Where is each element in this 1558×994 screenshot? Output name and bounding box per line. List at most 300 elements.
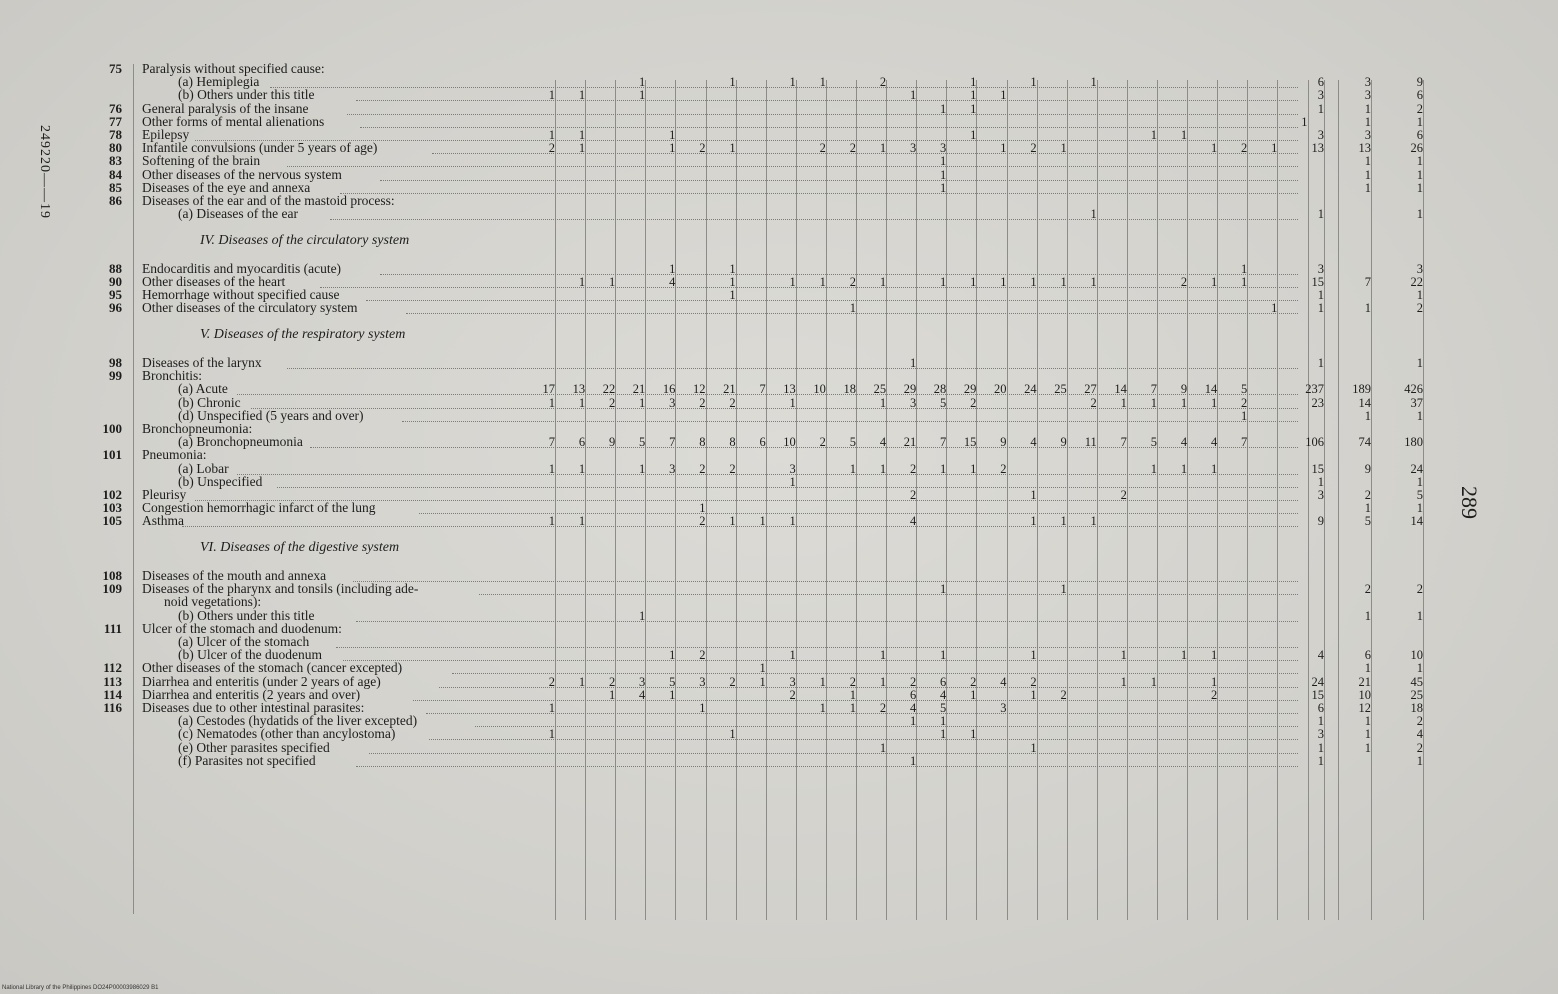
count-cell: 2 <box>909 461 917 476</box>
count-cell: 1 <box>548 395 555 410</box>
count-cell: 17 <box>542 382 555 397</box>
row-number: 109 <box>102 581 122 597</box>
cause-label: Asthma <box>142 513 184 529</box>
total-cell: 1 <box>1364 408 1371 423</box>
count-cell: 1 <box>909 356 917 370</box>
count-cell: 1 <box>1060 514 1067 529</box>
total-cell: 2 <box>1416 582 1423 597</box>
count-cell: 1 <box>789 474 796 489</box>
count-cell: 3 <box>699 674 706 689</box>
count-cell: 1 <box>759 674 766 689</box>
count-cell: 1 <box>639 75 646 90</box>
count-cell: 1 <box>639 608 646 623</box>
row-number: 116 <box>103 700 122 715</box>
count-cell: 1 <box>1030 75 1037 90</box>
total-cell: 1 <box>1317 356 1324 370</box>
count-cell: 20 <box>994 382 1007 397</box>
total-cell: 15 <box>1311 275 1324 289</box>
count-cell: 2 <box>909 674 917 689</box>
count-cell: 1 <box>970 88 977 103</box>
count-cell: 3 <box>669 395 676 410</box>
total-cell: 22 <box>1410 275 1423 289</box>
cause-label: Other diseases of the circulatory system <box>142 300 358 316</box>
count-cell: 1 <box>970 687 977 702</box>
count-cell: 1 <box>729 727 736 742</box>
cause-label: Bronchitis: <box>142 368 202 384</box>
total-cell: 24 <box>1410 461 1423 476</box>
count-cell: 1 <box>1150 395 1157 410</box>
count-cell: 1 <box>1210 395 1218 410</box>
count-cell: 1 <box>1241 275 1248 289</box>
count-cell: 10 <box>783 435 796 450</box>
count-cell: 16 <box>662 382 676 397</box>
count-cell: 2 <box>1241 141 1248 156</box>
total-cell: 1 <box>1364 714 1371 729</box>
count-cell: 1 <box>1180 128 1188 142</box>
count-cell: 1 <box>1210 141 1218 156</box>
row-number: 111 <box>103 620 122 636</box>
count-cell: 7 <box>940 435 947 450</box>
count-cell: 2 <box>849 275 856 289</box>
total-cell: 1 <box>1416 154 1423 169</box>
count-cell: 1 <box>849 687 856 702</box>
count-cell: 1 <box>1030 488 1037 502</box>
count-cell: 4 <box>1000 674 1007 689</box>
total-cell: 237 <box>1305 382 1324 397</box>
section-heading: V. Diseases of the respiratory system <box>200 327 406 342</box>
count-cell: 1 <box>909 714 917 729</box>
table-row <box>0 514 1558 528</box>
count-cell: 21 <box>903 435 917 450</box>
count-cell: 2 <box>1030 141 1037 156</box>
count-cell: 10 <box>813 382 826 397</box>
cause-label: Paralysis without specified cause: <box>142 61 325 76</box>
count-cell: 2 <box>819 141 826 156</box>
total-cell: 1 <box>1416 288 1423 303</box>
total-cell: 1 <box>1317 740 1324 755</box>
count-cell: 1 <box>1301 114 1308 129</box>
row-number: 86 <box>109 193 122 208</box>
total-cell: 2 <box>1364 582 1371 597</box>
total-cell: 6 <box>1317 701 1324 715</box>
count-cell: 2 <box>1180 275 1188 289</box>
count-cell: 1 <box>669 141 676 156</box>
cause-label: Epilepsy <box>142 127 190 142</box>
cause-label: Diseases of the eye and annexa <box>142 179 311 195</box>
count-cell: 2 <box>819 435 826 450</box>
table-row <box>0 369 1558 383</box>
count-cell: 1 <box>879 141 887 156</box>
table-row <box>0 501 1558 515</box>
section-heading: VI. Diseases of the digestive system <box>200 540 400 555</box>
count-cell: 2 <box>608 395 616 410</box>
total-cell: 25 <box>1410 687 1423 702</box>
count-cell: 1 <box>548 461 555 476</box>
count-cell: 1 <box>940 101 947 116</box>
count-cell: 1 <box>1210 275 1218 289</box>
count-cell: 3 <box>789 461 796 476</box>
row-number: 84 <box>109 166 122 182</box>
table-row <box>0 475 1558 489</box>
cause-label: (a) Diseases of the ear <box>178 206 298 222</box>
cause-label: noid vegetations): <box>164 594 262 610</box>
count-cell: 14 <box>1204 382 1218 397</box>
total-cell: 1 <box>1364 167 1371 182</box>
table-row <box>0 301 1558 315</box>
count-cell: 1 <box>578 88 586 103</box>
count-cell: 1 <box>639 461 646 476</box>
total-cell: 1 <box>1364 301 1371 316</box>
count-cell: 1 <box>1090 275 1097 289</box>
total-cell: 24 <box>1311 674 1324 689</box>
total-cell: 189 <box>1352 382 1371 397</box>
total-cell: 1 <box>1364 101 1371 116</box>
cause-label: Pleurisy <box>142 487 187 502</box>
count-cell: 1 <box>639 88 646 103</box>
count-cell: 2 <box>970 395 977 410</box>
cause-label: Diseases of the larynx <box>142 355 262 370</box>
count-cell: 1 <box>1000 275 1007 289</box>
cause-label: Endocarditis and myocarditis (acute) <box>142 260 342 276</box>
row-number: 103 <box>102 500 122 516</box>
total-cell: 1 <box>1317 207 1324 222</box>
cause-label: (b) Others under this title <box>178 607 315 623</box>
count-cell: 1 <box>608 275 616 289</box>
count-cell: 1 <box>1150 461 1157 476</box>
count-cell: 1 <box>1060 141 1067 156</box>
count-cell: 1 <box>940 275 947 289</box>
count-cell: 15 <box>963 435 977 450</box>
count-cell: 2 <box>879 75 887 90</box>
count-cell: 7 <box>669 435 676 450</box>
count-cell: 1 <box>729 288 736 303</box>
count-cell: 5 <box>1241 382 1248 397</box>
cause-label: Diseases of the pharynx and tonsils (including ade- <box>142 581 419 597</box>
count-cell: 1 <box>1241 408 1248 423</box>
cause-label: Diseases due to other intestinal parasites: <box>142 700 365 715</box>
row-number: 85 <box>109 179 122 195</box>
count-cell: 1 <box>940 180 947 195</box>
count-cell: 6 <box>909 687 917 702</box>
table-row <box>0 356 1558 370</box>
total-cell: 3 <box>1317 128 1324 142</box>
count-cell: 1 <box>970 275 977 289</box>
cause-label: Ulcer of the stomach and duodenum: <box>142 620 342 636</box>
count-cell: 1 <box>909 753 917 768</box>
count-cell: 1 <box>849 301 856 316</box>
total-cell: 1 <box>1416 180 1423 195</box>
count-cell: 1 <box>1210 674 1218 689</box>
leader-dots <box>330 218 1298 220</box>
library-credit: National Library of the Philippines DO24P00003986029 B1 <box>2 985 159 991</box>
count-cell: 29 <box>963 382 977 397</box>
count-cell: 25 <box>873 382 887 397</box>
count-cell: 1 <box>1030 648 1037 663</box>
count-cell: 18 <box>843 382 856 397</box>
cause-label: Pneumonia: <box>142 447 207 463</box>
count-cell: 1 <box>940 714 947 729</box>
total-cell: 6 <box>1317 75 1324 90</box>
count-cell: 9 <box>608 435 616 450</box>
cause-label: (e) Other parasites specified <box>178 739 330 755</box>
total-cell: 3 <box>1317 488 1324 502</box>
count-cell: 4 <box>639 687 646 702</box>
row-number: 95 <box>109 287 122 303</box>
count-cell: 2 <box>608 674 616 689</box>
cause-label: Diseases of the ear and of the mastoid process: <box>142 193 395 208</box>
row-number: 76 <box>109 100 122 116</box>
count-cell: 2 <box>879 701 887 715</box>
count-cell: 28 <box>933 382 947 397</box>
count-cell: 1 <box>578 514 586 529</box>
cause-label: Other diseases of the heart <box>142 274 286 289</box>
count-cell: 1 <box>699 701 706 715</box>
total-cell: 426 <box>1404 382 1423 397</box>
count-cell: 2 <box>699 141 706 156</box>
count-cell: 24 <box>1024 382 1037 397</box>
count-cell: 1 <box>849 461 856 476</box>
count-cell: 22 <box>602 382 616 397</box>
total-cell: 1 <box>1416 474 1423 489</box>
count-cell: 3 <box>909 395 917 410</box>
cause-label: Diarrhea and enteritis (under 2 years of age) <box>142 673 381 689</box>
count-cell: 1 <box>789 395 796 410</box>
total-cell: 18 <box>1410 701 1423 715</box>
count-cell: 9 <box>1000 435 1007 450</box>
count-cell: 13 <box>572 382 586 397</box>
count-cell: 1 <box>819 275 826 289</box>
row-number: 80 <box>109 140 122 156</box>
count-cell: 1 <box>879 740 887 755</box>
count-cell: 1 <box>879 674 887 689</box>
count-cell: 2 <box>1210 687 1218 702</box>
count-cell: 1 <box>1271 301 1278 316</box>
count-cell: 4 <box>879 435 887 450</box>
total-cell: 2 <box>1364 488 1371 502</box>
count-cell: 1 <box>970 75 977 90</box>
count-cell: 1 <box>548 727 555 742</box>
cause-label: Diseases of the mouth and annexa <box>142 568 327 583</box>
total-cell: 5 <box>1416 488 1423 502</box>
count-cell: 1 <box>879 395 887 410</box>
total-cell: 1 <box>1416 167 1423 182</box>
count-cell: 1 <box>578 141 586 156</box>
total-cell: 3 <box>1364 75 1371 90</box>
cause-label: (a) Lobar <box>178 460 229 476</box>
count-cell: 1 <box>819 75 826 90</box>
count-cell: 1 <box>1090 514 1097 529</box>
count-cell: 1 <box>849 701 856 715</box>
total-cell: 10 <box>1410 648 1423 663</box>
total-cell: 23 <box>1311 395 1324 410</box>
count-cell: 7 <box>548 435 555 450</box>
count-cell: 1 <box>1241 261 1248 276</box>
count-cell: 1 <box>729 141 736 156</box>
cause-label: Softening of the brain <box>142 153 261 169</box>
total-cell: 7 <box>1364 275 1371 289</box>
total-cell: 26 <box>1410 141 1423 156</box>
total-cell: 3 <box>1317 727 1324 742</box>
count-cell: 11 <box>1084 435 1097 450</box>
leader-dots <box>356 765 1298 767</box>
total-cell: 6 <box>1416 128 1423 142</box>
count-cell: 1 <box>1090 75 1097 90</box>
count-cell: 5 <box>940 395 947 410</box>
count-cell: 2 <box>699 648 706 663</box>
row-number: 114 <box>103 686 122 702</box>
total-cell: 1 <box>1364 501 1371 516</box>
total-cell: 9 <box>1364 461 1371 476</box>
count-cell: 1 <box>879 461 887 476</box>
total-cell: 1 <box>1364 608 1371 623</box>
count-cell: 1 <box>819 701 826 715</box>
cause-label: Congestion hemorrhagic infarct of the lung <box>142 500 376 516</box>
count-cell: 2 <box>548 141 555 156</box>
row-number: 83 <box>109 153 122 169</box>
cause-label: Hemorrhage without specified cause <box>142 287 340 303</box>
count-cell: 3 <box>669 461 676 476</box>
count-cell: 21 <box>723 382 736 397</box>
cause-label: General paralysis of the insane <box>142 100 309 116</box>
count-cell: 3 <box>639 674 646 689</box>
total-cell: 1 <box>1416 501 1423 516</box>
total-cell: 3 <box>1416 261 1423 276</box>
total-cell: 6 <box>1364 648 1371 663</box>
table-row <box>0 754 1558 768</box>
count-cell: 1 <box>940 167 947 182</box>
count-cell: 1 <box>699 501 706 516</box>
count-cell: 2 <box>1241 395 1248 410</box>
total-cell: 45 <box>1410 674 1423 689</box>
count-cell: 3 <box>909 141 917 156</box>
total-cell: 2 <box>1416 101 1423 116</box>
count-cell: 5 <box>1150 435 1157 450</box>
cause-label: (c) Nematodes (other than ancylostoma) <box>178 726 396 742</box>
cause-label: (d) Unspecified (5 years and over) <box>178 407 364 423</box>
count-cell: 2 <box>970 674 977 689</box>
row-number: 113 <box>103 673 122 689</box>
count-cell: 1 <box>1120 674 1127 689</box>
count-cell: 27 <box>1084 382 1097 397</box>
count-cell: 2 <box>1060 687 1067 702</box>
count-cell: 5 <box>940 701 947 715</box>
cause-label: Diarrhea and enteritis (2 years and over) <box>142 686 361 702</box>
table-row <box>0 207 1558 221</box>
total-cell: 1 <box>1317 288 1324 303</box>
count-cell: 2 <box>548 674 555 689</box>
total-cell: 1 <box>1364 114 1371 129</box>
total-cell: 6 <box>1416 88 1423 103</box>
count-cell: 2 <box>729 461 736 476</box>
total-cell: 1 <box>1364 740 1371 755</box>
count-cell: 5 <box>639 435 646 450</box>
count-cell: 7 <box>1150 382 1157 397</box>
count-cell: 2 <box>699 514 706 529</box>
count-cell: 4 <box>1210 435 1218 450</box>
count-cell: 14 <box>1114 382 1127 397</box>
count-cell: 9 <box>1060 435 1067 450</box>
total-cell: 14 <box>1410 514 1423 529</box>
row-number: 90 <box>109 274 122 289</box>
total-cell: 1 <box>1416 408 1423 423</box>
total-cell: 1 <box>1416 608 1423 623</box>
count-cell: 1 <box>819 674 826 689</box>
cause-label: (b) Others under this title <box>178 87 315 103</box>
count-cell: 7 <box>1241 435 1248 450</box>
cause-label: Bronchopneumonia: <box>142 421 253 436</box>
count-cell: 4 <box>669 275 676 289</box>
count-cell: 1 <box>879 275 887 289</box>
count-cell: 1 <box>669 687 676 702</box>
count-cell: 1 <box>879 648 887 663</box>
count-cell: 1 <box>1120 395 1127 410</box>
count-cell: 2 <box>729 674 736 689</box>
count-cell: 7 <box>1120 435 1127 450</box>
row-number: 102 <box>102 487 122 502</box>
row-number: 96 <box>109 300 122 316</box>
count-cell: 8 <box>729 435 736 450</box>
count-cell: 1 <box>1030 687 1037 702</box>
count-cell: 1 <box>1180 648 1188 663</box>
count-cell: 8 <box>699 435 706 450</box>
total-cell: 106 <box>1305 435 1324 450</box>
total-cell: 1 <box>1317 101 1324 116</box>
total-cell: 1 <box>1364 154 1371 169</box>
total-cell: 1 <box>1317 714 1324 729</box>
total-cell: 2 <box>1416 740 1423 755</box>
count-cell: 1 <box>548 701 555 715</box>
count-cell: 2 <box>789 687 796 702</box>
row-number: 101 <box>102 447 122 463</box>
count-cell: 1 <box>548 88 555 103</box>
count-cell: 1 <box>940 154 947 169</box>
count-cell: 2 <box>1030 674 1037 689</box>
total-cell: 13 <box>1311 141 1324 156</box>
count-cell: 5 <box>849 435 856 450</box>
section-heading: IV. Diseases of the circulatory system <box>200 232 410 248</box>
total-cell: 14 <box>1358 395 1371 410</box>
count-cell: 1 <box>729 275 736 289</box>
total-cell: 15 <box>1311 461 1324 476</box>
count-cell: 1 <box>1180 395 1188 410</box>
table-row <box>0 435 1558 449</box>
count-cell: 1 <box>1150 128 1157 142</box>
count-cell: 1 <box>789 648 796 663</box>
total-cell: 3 <box>1364 88 1371 103</box>
count-cell: 1 <box>1210 461 1218 476</box>
total-cell: 3 <box>1364 128 1371 142</box>
total-cell: 1 <box>1416 114 1423 129</box>
count-cell: 1 <box>1060 275 1067 289</box>
count-cell: 29 <box>903 382 917 397</box>
cause-label: (a) Hemiplegia <box>178 74 260 90</box>
count-cell: 1 <box>1000 141 1007 156</box>
cause-label: (b) Ulcer of the duodenum <box>178 647 322 663</box>
section-heading-row <box>0 541 1558 555</box>
count-cell: 4 <box>909 701 917 715</box>
count-cell: 1 <box>1000 88 1007 103</box>
count-cell: 1 <box>789 514 796 529</box>
count-cell: 2 <box>1000 461 1007 476</box>
count-cell: 1 <box>1090 207 1097 222</box>
count-cell: 1 <box>1210 648 1218 663</box>
count-cell: 12 <box>693 382 706 397</box>
total-cell: 1 <box>1364 727 1371 742</box>
total-cell: 2 <box>1416 714 1423 729</box>
count-cell: 4 <box>1030 435 1037 450</box>
count-cell: 1 <box>548 514 555 529</box>
total-cell: 3 <box>1317 261 1324 276</box>
